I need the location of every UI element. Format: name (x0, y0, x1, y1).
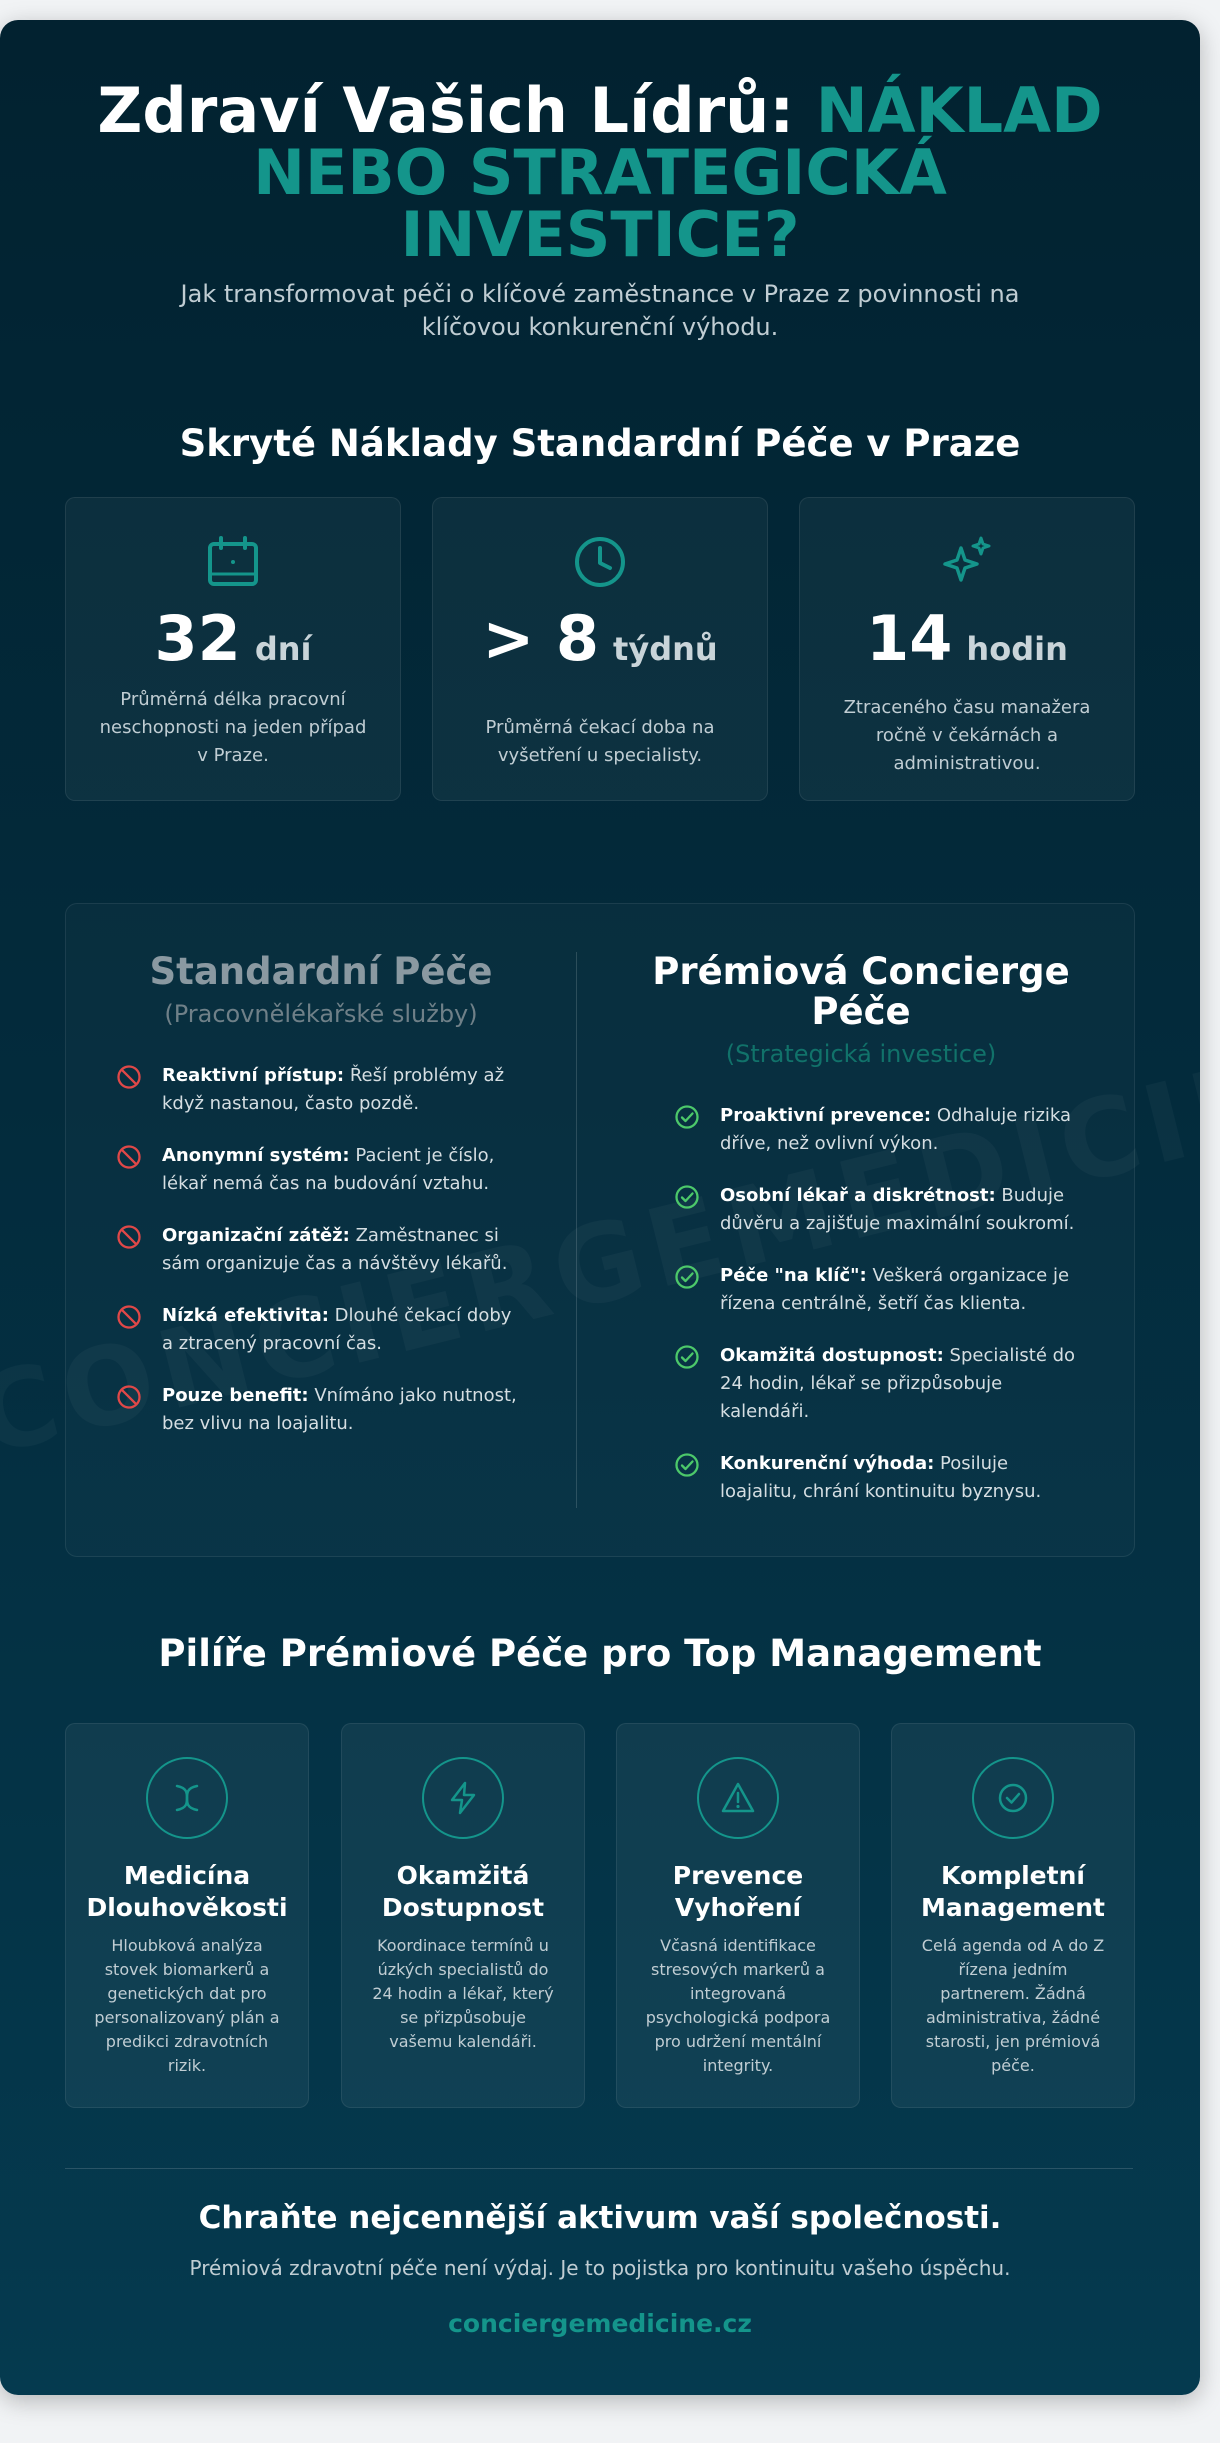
check-icon (674, 1344, 700, 1370)
pillar-title: Prevence Vyhoření (672, 1861, 804, 1922)
title-main: Zdraví Vašich Lídrů: (97, 74, 816, 147)
pillar-card-availability (341, 1723, 585, 2108)
pillar-icon-circle (697, 1757, 779, 1839)
dna-icon (169, 1780, 205, 1816)
website-link[interactable]: conciergemedicine.cz (448, 2309, 752, 2338)
item-text: Posiluje loajalitu, chrání kontinuitu byznysu. (720, 1453, 1042, 1502)
footer-title: Chraňte nejcennější aktivum vaší společnosti. (198, 2200, 1002, 2236)
item-text: Vnímáno jako nutnost, bez vlivu na loajalitu. (162, 1385, 517, 1434)
stat-card-lost-time (799, 497, 1135, 801)
hidden-costs-title: Skryté Náklady Standardní Péče v Praze (179, 422, 1021, 465)
check-circle-icon (995, 1780, 1031, 1816)
sparkles-icon (939, 534, 995, 590)
item-text: Dlouhé čekací doby a ztracený pracovní čas. (162, 1305, 512, 1354)
stat-card-waiting-time (432, 497, 768, 801)
title-accent: NÁKLAD NEBO STRATEGICKÁ INVESTICE? (253, 74, 1103, 271)
page-subtitle: Jak transformovat péči o klíčové zaměstnance v Praze z povinnosti na klíčovou konkurenční výhodu. (180, 280, 1020, 341)
item-label: Konkurenční výhoda: (720, 1453, 935, 1474)
pillars-title: Pilíře Prémiové Péče pro Top Management (158, 1632, 1042, 1675)
item-label: Osobní lékař a diskrétnost: (720, 1185, 996, 1206)
item-label: Organizační zátěž: (162, 1225, 350, 1246)
comparison-item (162, 1382, 522, 1438)
prohibited-icon (116, 1224, 142, 1250)
infographic-card (0, 20, 1200, 2395)
prohibited-icon (116, 1384, 142, 1410)
pillar-title: Medicína Dlouhověkosti (86, 1861, 288, 1922)
check-icon (674, 1452, 700, 1478)
premium-care-title: Prémiová Concierge Péče (652, 950, 1070, 1033)
column-divider (576, 952, 577, 1508)
stat-card-sick-leave (65, 497, 401, 801)
stat-number: 32 (154, 602, 241, 675)
stat-unit: hodin (966, 630, 1068, 668)
pillar-description: Hloubková analýza stovek biomarkerů a genetických dat pro personalizovaný plán a predikci zdravotních rizik. (94, 1936, 280, 2075)
check-icon (674, 1264, 700, 1290)
pillar-description: Včasná identifikace stresových markerů a integrovaná psychologická podpora pro udržení mentální integrity. (645, 1936, 831, 2075)
comparison-item (162, 1142, 522, 1198)
comparison-item (720, 1342, 1090, 1426)
pillar-title: Okamžitá Dostupnost (381, 1861, 545, 1922)
stat-unit: dní (254, 630, 312, 668)
pillar-card-burnout (616, 1723, 860, 2108)
premium-care-subtitle: (Strategická investice) (725, 1040, 997, 1068)
item-text: Buduje důvěru a zajišťuje maximální soukromí. (720, 1185, 1075, 1234)
pillar-card-management (891, 1723, 1135, 2108)
comparison-item (720, 1182, 1090, 1238)
pillar-card-longevity (65, 1723, 309, 2108)
calendar-icon (205, 534, 261, 590)
stat-description: Průměrná délka pracovní neschopnosti na jeden případ v Praze. (99, 689, 367, 766)
item-label: Nízká efektivita: (162, 1305, 329, 1326)
stat-unit: týdnů (613, 630, 718, 668)
item-text: Řeší problémy až když nastanou, často pozdě. (162, 1065, 505, 1114)
stat-value (800, 602, 1134, 675)
pillar-description: Koordinace termínů u úzkých specialistů do 24 hodin a lékař, který se přizpůsobuje vašemu kalendáři. (372, 1936, 554, 2051)
comparison-panel (65, 903, 1135, 1557)
comparison-item (720, 1450, 1090, 1506)
prohibited-icon (116, 1304, 142, 1330)
pillar-icon-circle (146, 1757, 228, 1839)
warning-icon (720, 1780, 756, 1816)
stat-value (66, 602, 400, 675)
prohibited-icon (116, 1144, 142, 1170)
stat-number: > 8 (482, 602, 600, 675)
comparison-item (162, 1062, 522, 1118)
lightning-icon (445, 1780, 481, 1816)
comparison-item (720, 1102, 1090, 1158)
footer-subtitle: Prémiová zdravotní péče není výdaj. Je to pojistka pro kontinuitu vašeho úspěchu. (189, 2256, 1011, 2280)
comparison-item (162, 1302, 522, 1358)
item-label: Proaktivní prevence: (720, 1105, 932, 1126)
stat-value (433, 602, 767, 675)
stat-description: Průměrná čekací doba na vyšetření u specialisty. (485, 717, 715, 766)
page-title (80, 74, 1120, 271)
item-text: Odhaluje rizika dříve, než ovlivní výkon. (720, 1105, 1072, 1154)
pillar-title: Kompletní Management (920, 1861, 1106, 1922)
prohibited-icon (116, 1064, 142, 1090)
stat-description: Ztraceného času manažera ročně v čekárnách a administrativou. (843, 697, 1091, 774)
stat-number: 14 (866, 602, 953, 675)
pillar-description: Celá agenda od A do Z řízena jedním partnerem. Žádná administrativa, žádné starosti, jen prémiová péče. (921, 1936, 1105, 2075)
item-label: Péče "na klíč": (720, 1265, 867, 1286)
item-label: Okamžitá dostupnost: (720, 1345, 944, 1366)
check-icon (674, 1184, 700, 1210)
item-label: Pouze benefit: (162, 1385, 309, 1406)
item-text: Specialisté do 24 hodin, lékař se přizpůsobuje kalendáři. (720, 1345, 1076, 1422)
pillar-icon-circle (972, 1757, 1054, 1839)
item-label: Anonymní systém: (162, 1145, 350, 1166)
standard-care-subtitle: (Pracovnělékařské služby) (164, 1000, 478, 1028)
comparison-item (162, 1222, 522, 1278)
comparison-item (720, 1262, 1090, 1318)
item-text: Pacient je číslo, lékař nemá čas na budování vztahu. (162, 1145, 495, 1194)
footer-divider (65, 2168, 1133, 2169)
standard-care-title: Standardní Péče (149, 950, 493, 993)
item-text: Veškerá organizace je řízena centrálně, šetří čas klienta. (720, 1265, 1070, 1314)
check-icon (674, 1104, 700, 1130)
item-label: Reaktivní přístup: (162, 1065, 345, 1086)
item-text: Zaměstnanec si sám organizuje čas a návštěvy lékařů. (162, 1225, 508, 1274)
pillar-icon-circle (422, 1757, 504, 1839)
clock-icon (572, 534, 628, 590)
